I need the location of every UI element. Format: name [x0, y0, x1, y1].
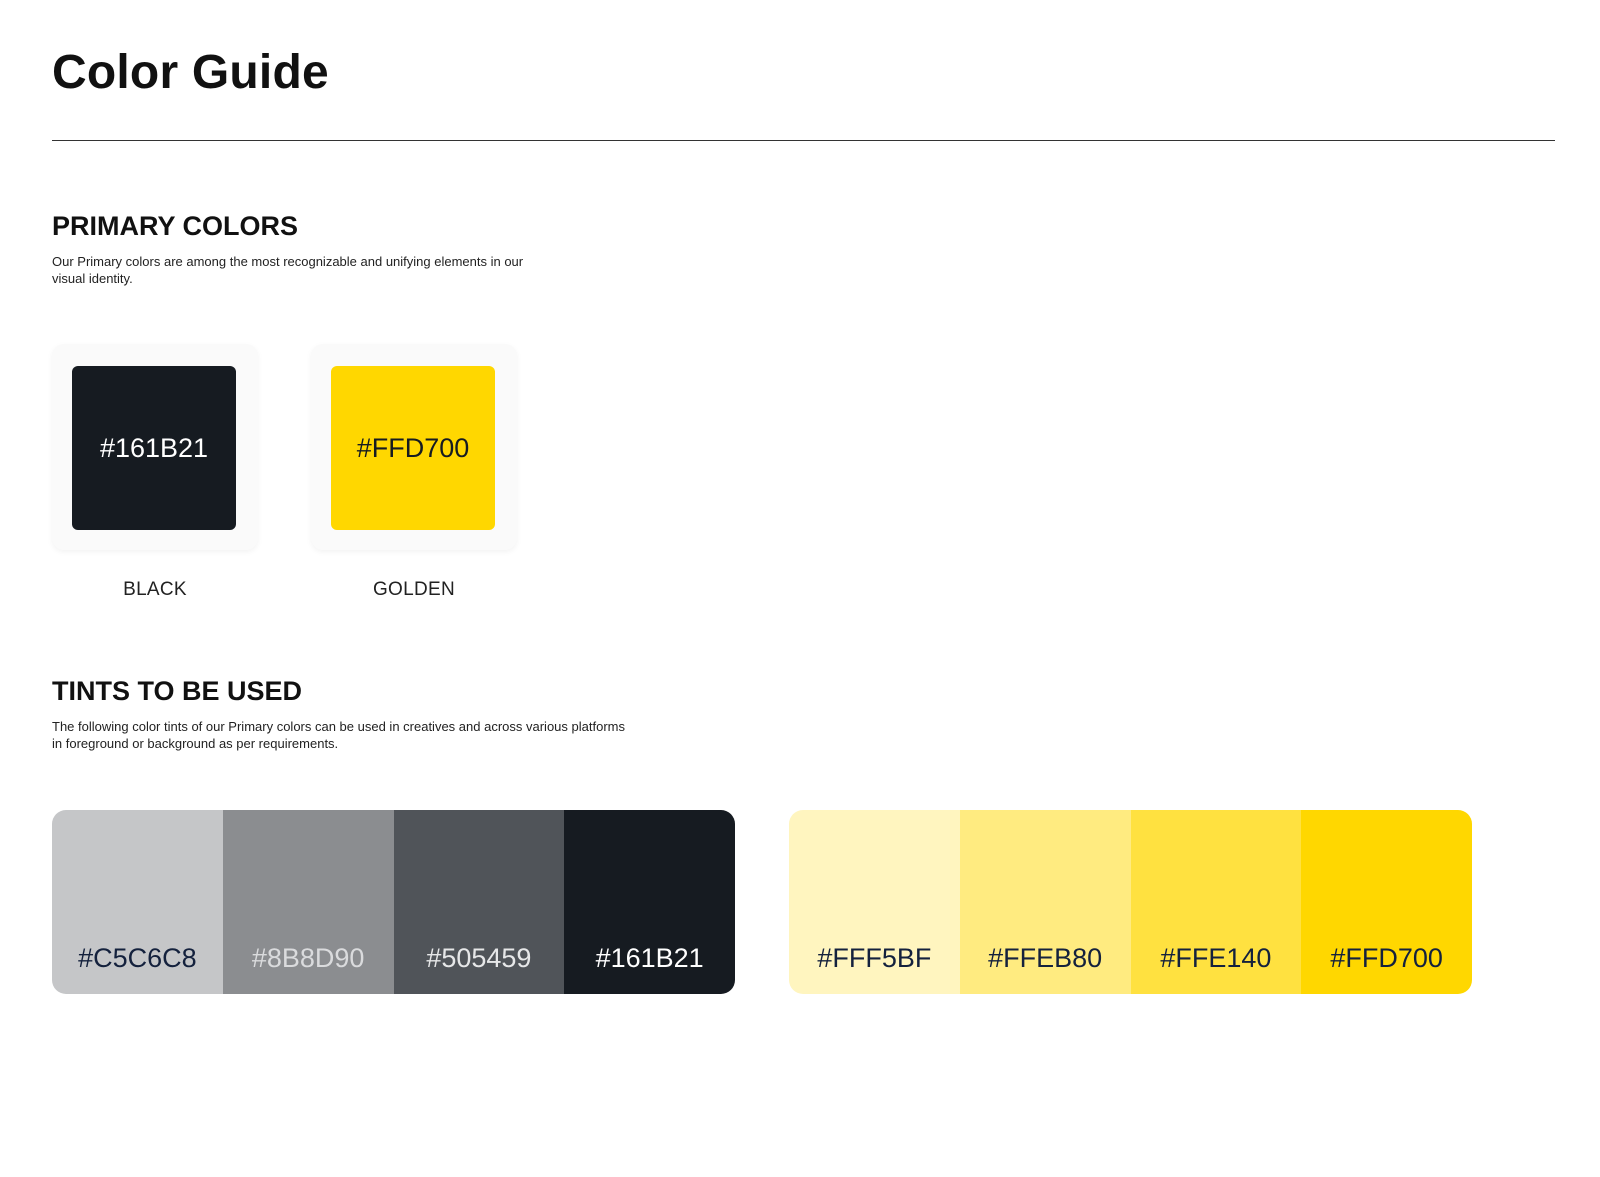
golden-tints-bar: [789, 810, 1472, 994]
golden-tint-2-hex: #FFEB80: [988, 943, 1103, 973]
black-tints-bar: [52, 810, 735, 994]
golden-tint-4: [1301, 810, 1472, 994]
golden-swatch-hex: #FFD700: [356, 432, 470, 463]
golden-swatch-card: [311, 344, 517, 550]
black-tint-4: [564, 810, 735, 994]
title-divider: [52, 140, 1555, 141]
black-tint-2: [223, 810, 394, 994]
black-swatch-name: BLACK: [123, 579, 187, 600]
black-tint-3-hex: #505459: [426, 943, 532, 973]
golden-tint-4-hex: #FFD700: [1330, 943, 1443, 973]
black-tint-3: [394, 810, 565, 994]
primary-colors-description: Our Primary colors are among the most recognizable and unifying elements in our visual identity.: [52, 254, 524, 286]
black-swatch: [72, 366, 236, 530]
black-tint-1: [52, 810, 223, 994]
golden-tint-1-hex: #FFF5BF: [817, 943, 932, 973]
black-tint-4-hex: #161B21: [595, 943, 704, 973]
golden-tint-3: [1131, 810, 1302, 994]
tints-heading: TINTS TO BE USED: [52, 676, 303, 706]
black-tint-2-hex: #8B8D90: [251, 943, 365, 973]
golden-tint-2: [960, 810, 1131, 994]
black-tint-1-hex: #C5C6C8: [78, 943, 197, 973]
tints-description: The following color tints of our Primary colors can be used in creatives and across various platforms in foreground or background as per requirements.: [52, 719, 625, 751]
golden-swatch: [331, 366, 495, 530]
golden-tint-3-hex: #FFE140: [1160, 943, 1272, 973]
golden-swatch-name: GOLDEN: [372, 579, 456, 600]
black-swatch-hex: #161B21: [99, 432, 209, 463]
page-title: Color Guide: [52, 46, 329, 99]
golden-tint-1: [789, 810, 960, 994]
primary-colors-heading: PRIMARY COLORS: [52, 211, 299, 241]
black-swatch-card: [52, 344, 258, 550]
